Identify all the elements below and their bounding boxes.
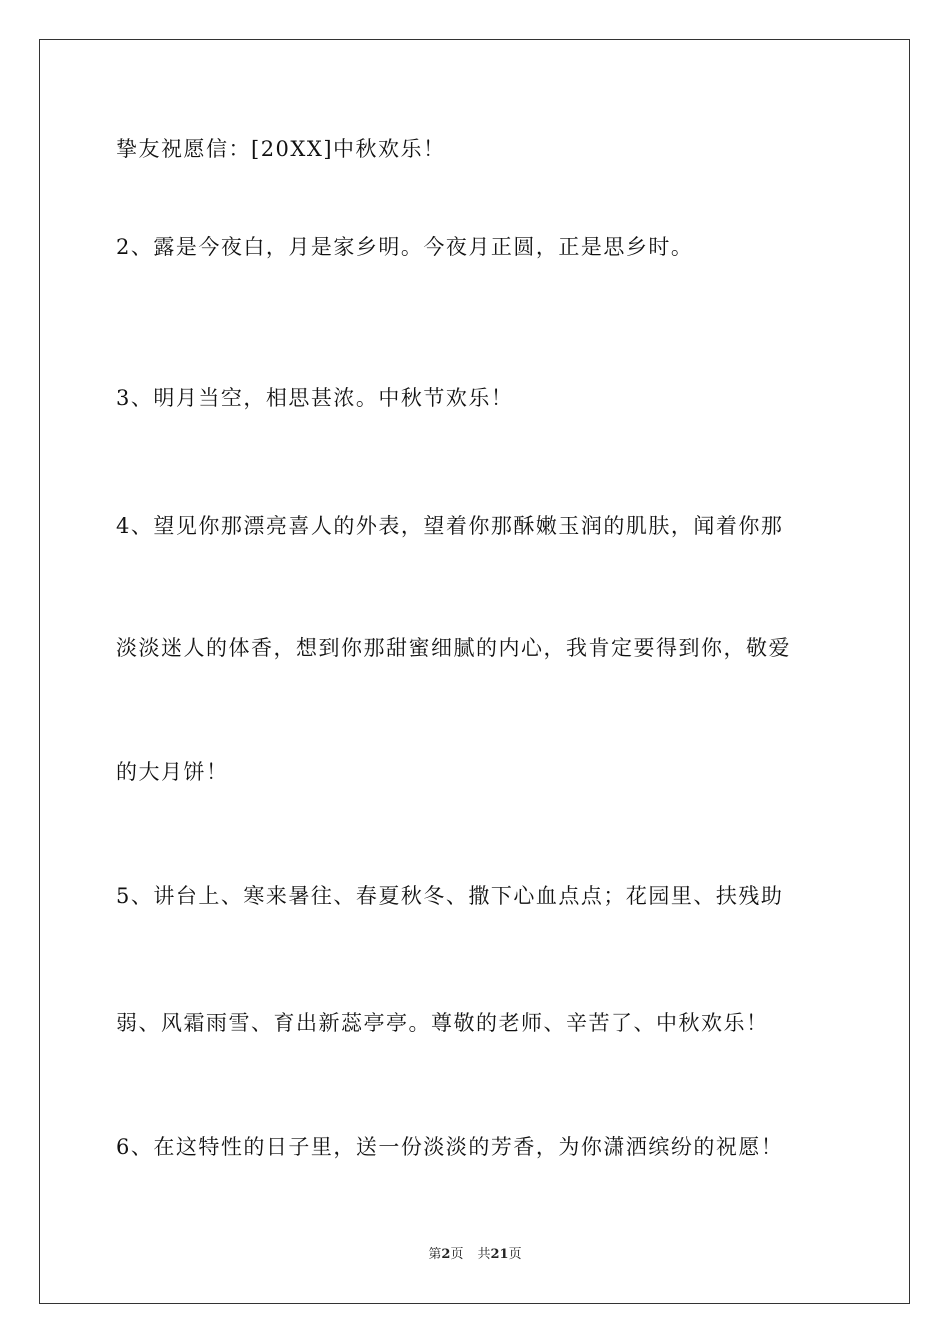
text-line-item-4-end: 的大月饼！ [116, 760, 229, 784]
page-suffix: 页 [450, 1247, 464, 1262]
page-prefix: 第 [428, 1247, 442, 1262]
text-line-item-5-cont: 弱、风霜雨雪、育出新蕊亭亭。尊敬的老师、辛苦了、中秋欢乐！ [116, 1011, 769, 1035]
text-line-item-4: 4、望见你那漂亮喜人的外表，望着你那酥嫩玉润的肌肤，闻着你那 [116, 514, 784, 538]
total-suffix: 页 [508, 1247, 522, 1262]
text-line-title: 挚友祝愿信：[20XX]中秋欢乐！ [116, 137, 446, 161]
page-footer [0, 1247, 950, 1263]
total-pages: 21 [490, 1247, 509, 1262]
text-line-item-3: 3、明月当空，相思甚浓。中秋节欢乐！ [116, 386, 514, 410]
total-prefix: 共 [477, 1247, 491, 1262]
page-number: 2 [441, 1247, 451, 1262]
text-line-item-6: 6、在这特性的日子里，送一份淡淡的芳香，为你潇洒缤纷的祝愿！ [116, 1135, 784, 1159]
text-line-item-2: 2、露是今夜白，月是家乡明。今夜月正圆，正是思乡时。 [116, 235, 694, 259]
text-line-item-4-cont: 淡淡迷人的体香，想到你那甜蜜细腻的内心，我肯定要得到你，敬爱 [116, 636, 791, 660]
page-border [39, 39, 910, 1304]
text-line-item-5: 5、讲台上、寒来暑往、春夏秋冬、撒下心血点点；花园里、扶残助 [116, 884, 784, 908]
